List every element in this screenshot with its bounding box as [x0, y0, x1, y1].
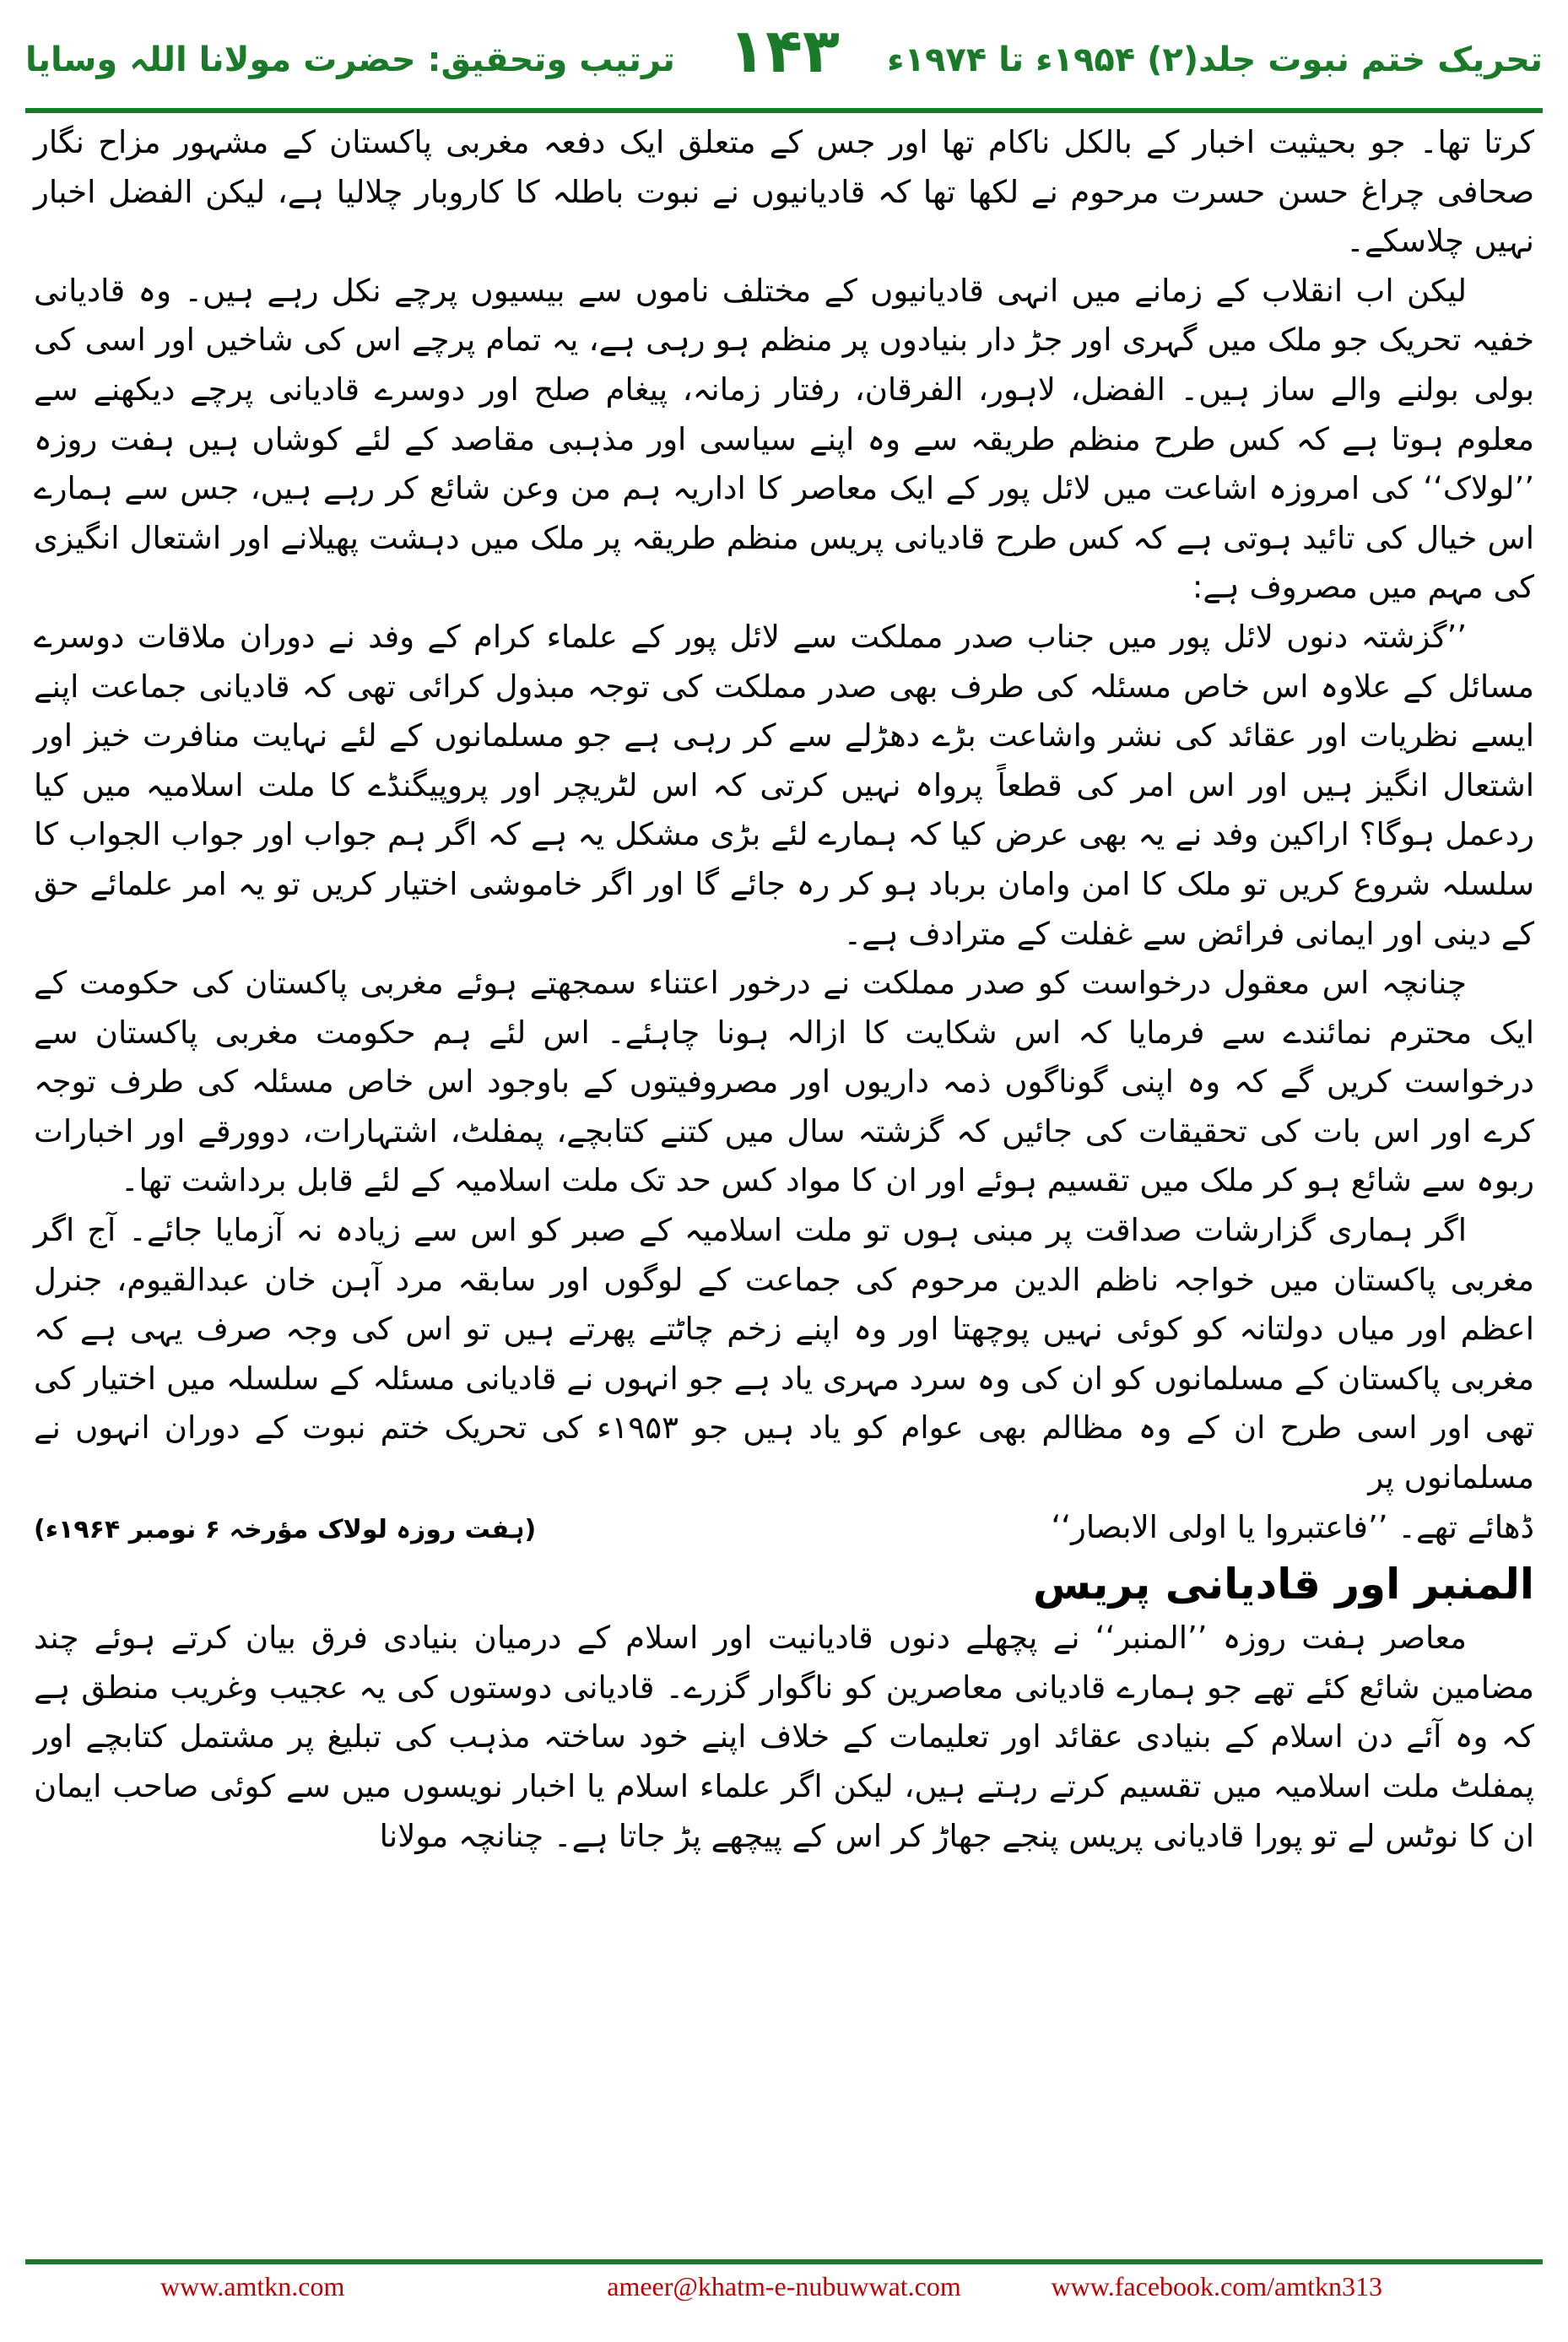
header-book-title: تحریک ختم نبوت جلد(۲) ۱۹۵۴ء تا ۱۹۷۴ء [887, 41, 1543, 79]
footer-website-link[interactable]: www.amtkn.com [160, 2271, 345, 2301]
quote-paragraph-3: اگر ہماری گزارشات صداقت پر مبنی ہوں تو ملت اسلامیہ کے صبر کو اس سے زیادہ نہ آزمایا جائے۔ آج اگر مغربی پاکستان میں خواجہ ناظم الدین مرحوم کی جماعت کے لوگوں اور سابقہ مرد آہن خان عبدالقیوم، جنرل اعظم اور میاں دولتانہ کو کوئی نہیں پوچھتا اور وہ اپنے زخم چاٹتے پھرتے ہیں تو اس کی وجہ صرف یہی ہے کہ مغربی پاکستان کے مسلمانوں کو ان کی وہ سرد مہری یاد ہے جو انہوں نے قادیانی مسئلہ کے سلسلہ میں اختیار کی تھی اور اسی طرح ان کے وہ مظالم بھی عوام کو یاد ہیں جو ۱۹۵۳ء کی تحریک ختم نبوت کے دوران انہوں نے مسلمانوں پر [34, 1212, 1534, 1496]
section-paragraph-1: معاصر ہفت روزہ ’’المنبر‘‘ نے پچھلے دنوں قادیانیت اور اسلام کے درمیان بنیادی فرق بیان کرتے ہوئے چند مضامین شائع کئے تھے جو ہمارے قادیانی معاصرین کو ناگوار گزرے۔ قادیانی دوستوں کی یہ عجیب وغریب منطق ہے کہ وہ آئے دن اسلام کے بنیادی عقائد اور تعلیمات کے خلاف اپنے خود ساختہ مذہب کی تبلیغ پر مشتمل کتابچے اور پمفلٹ ملت اسلامیہ میں تقسیم کرتے رہتے ہیں، لیکن اگر علماء اسلام یا اخبار نویسوں میں سے کوئی صاحب ایمان ان کا نوٹس لے تو پورا قادیانی پریس پنجے جھاڑ کر اس کے پیچھے پڑ جاتا ہے۔ چنانچہ مولانا [34, 1620, 1534, 1854]
header-divider [25, 108, 1543, 113]
quote-closing-line: ڈھائے تھے۔ ’’فاعتبروا یا اولی الابصار‘‘ [1051, 1508, 1534, 1545]
quote-ending [34, 1503, 1534, 1555]
quote-paragraph-1: ’’گزشتہ دنوں لائل پور میں جناب صدر مملکت سے لائل پور کے علماء کرام کے وفد نے دوران ملاقات دوسرے مسائل کے علاوہ اس خاص مسئلہ کی طرف بھی صدر مملکت کی توجہ مبذول کرائی تھی کہ قادیانی جماعت اپنے ایسے نظریات اور عقائد کی نشر واشاعت بڑے دھڑلے سے کر رہی ہے جو مسلمانوں کے لئے نہایت منافرت خیز اور اشتعال انگیز ہیں اور اس امر کی قطعاً پرواہ نہیں کرتی کہ اس لٹریچر اور پروپیگنڈے کا ملت اسلامیہ میں کیا ردعمل ہوگا؟ اراکین وفد نے یہ بھی عرض کیا کہ ہمارے لئے بڑی مشکل یہ ہے کہ اگر ہم جواب اور جواب الجواب کا سلسلہ شروع کریں تو ملک کا امن وامان برباد ہو کر رہ جائے گا اور اگر خاموشی اختیار کریں تو یہ امر علمائے حق کے دینی اور ایمانی فرائض سے غفلت کے مترادف ہے۔ [34, 618, 1534, 952]
footer-email-link[interactable]: ameer@khatm-e-nubuwwat.com [607, 2271, 961, 2301]
paragraph-2: لیکن اب انقلاب کے زمانے میں انہی قادیانیوں کے مختلف ناموں سے بیسیوں پرچے نکل رہے ہیں۔ وہ قادیانی خفیہ تحریک جو ملک میں گہری اور جڑ دار بنیادوں پر منظم ہو رہی ہے، یہ تمام پرچے اس کی شاخیں اور اسی کی بولی بولنے والے ساز ہیں۔ الفضل، لاہور، الفرقان، رفتار زمانہ، پیغام صلح اور دوسرے قادیانی پرچے دیکھنے سے معلوم ہوتا ہے کہ کس طرح منظم طریقہ سے وہ اپنے سیاسی اور مذہبی مقاصد کے لئے کوشاں ہیں ہفت روزہ ’’لولاک‘‘ کی امروزہ اشاعت میں لائل پور کے ایک معاصر کا اداریہ ہم من وعن شائع کر رہے ہیں، جس سے ہمارے اس خیال کی تائید ہوتی ہے کہ کس طرح قادیانی پریس منظم طریقہ پر ملک میں دہشت پھیلانے اور اشتعال انگیزی کی مہم میں مصروف ہے: [34, 272, 1534, 606]
section-heading: المنبر اور قادیانی پریس [1033, 1560, 1534, 1609]
page-number: ۱۴۳ [728, 15, 840, 86]
header-editor: ترتیب وتحقیق: حضرت مولانا اللہ وسایا [25, 41, 675, 79]
page-header [25, 15, 1543, 108]
paragraph-1: کرتا تھا۔ جو بحیثیت اخبار کے بالکل ناکام تھا اور جس کے متعلق ایک دفعہ مغربی پاکستان کے مشہور مزاح نگار صحافی چراغ حسن حسرت مرحوم نے لکھا تھا کہ قادیانیوں نے نبوت باطلہ کا کاروبار چلالیا ہے، لیکن الفضل اخبار نہیں چلاسکے۔ [34, 124, 1534, 260]
page-footer [25, 2271, 1543, 2308]
quote-paragraph-2: چنانچہ اس معقول درخواست کو صدر مملکت نے درخور اعتناء سمجھتے ہوئے مغربی پاکستان کی حکومت کے ایک محترم نمائندے سے فرمایا کہ اس شکایت کا ازالہ ہونا چاہئے۔ اس لئے ہم حکومت مغربی پاکستان سے درخواست کریں گے کہ وہ اپنی گوناگوں ذمہ داریوں اور مصروفیتوں کے باوجود اس خاص مسئلہ کی طرف توجہ کرے اور اس بات کی تحقیقات کی جائیں کہ گزشتہ سال میں کتنے کتابچے، پمفلٹ، اشتہارات، دوورقے اور اخبارات ربوہ سے شائع ہو کر ملک میں تقسیم ہوئے اور ان کا مواد کس حد تک ملت اسلامیہ کے لئے قابل برداشت تھا۔ [34, 965, 1534, 1199]
footer-facebook-link[interactable]: www.facebook.com/amtkn313 [1051, 2271, 1382, 2301]
page-content [34, 118, 1534, 2232]
quote-citation: (ہفت روزہ لولاک مؤرخہ ۶ نومبر ۱۹۶۴ء) [34, 1514, 537, 1544]
footer-divider [25, 2259, 1543, 2264]
